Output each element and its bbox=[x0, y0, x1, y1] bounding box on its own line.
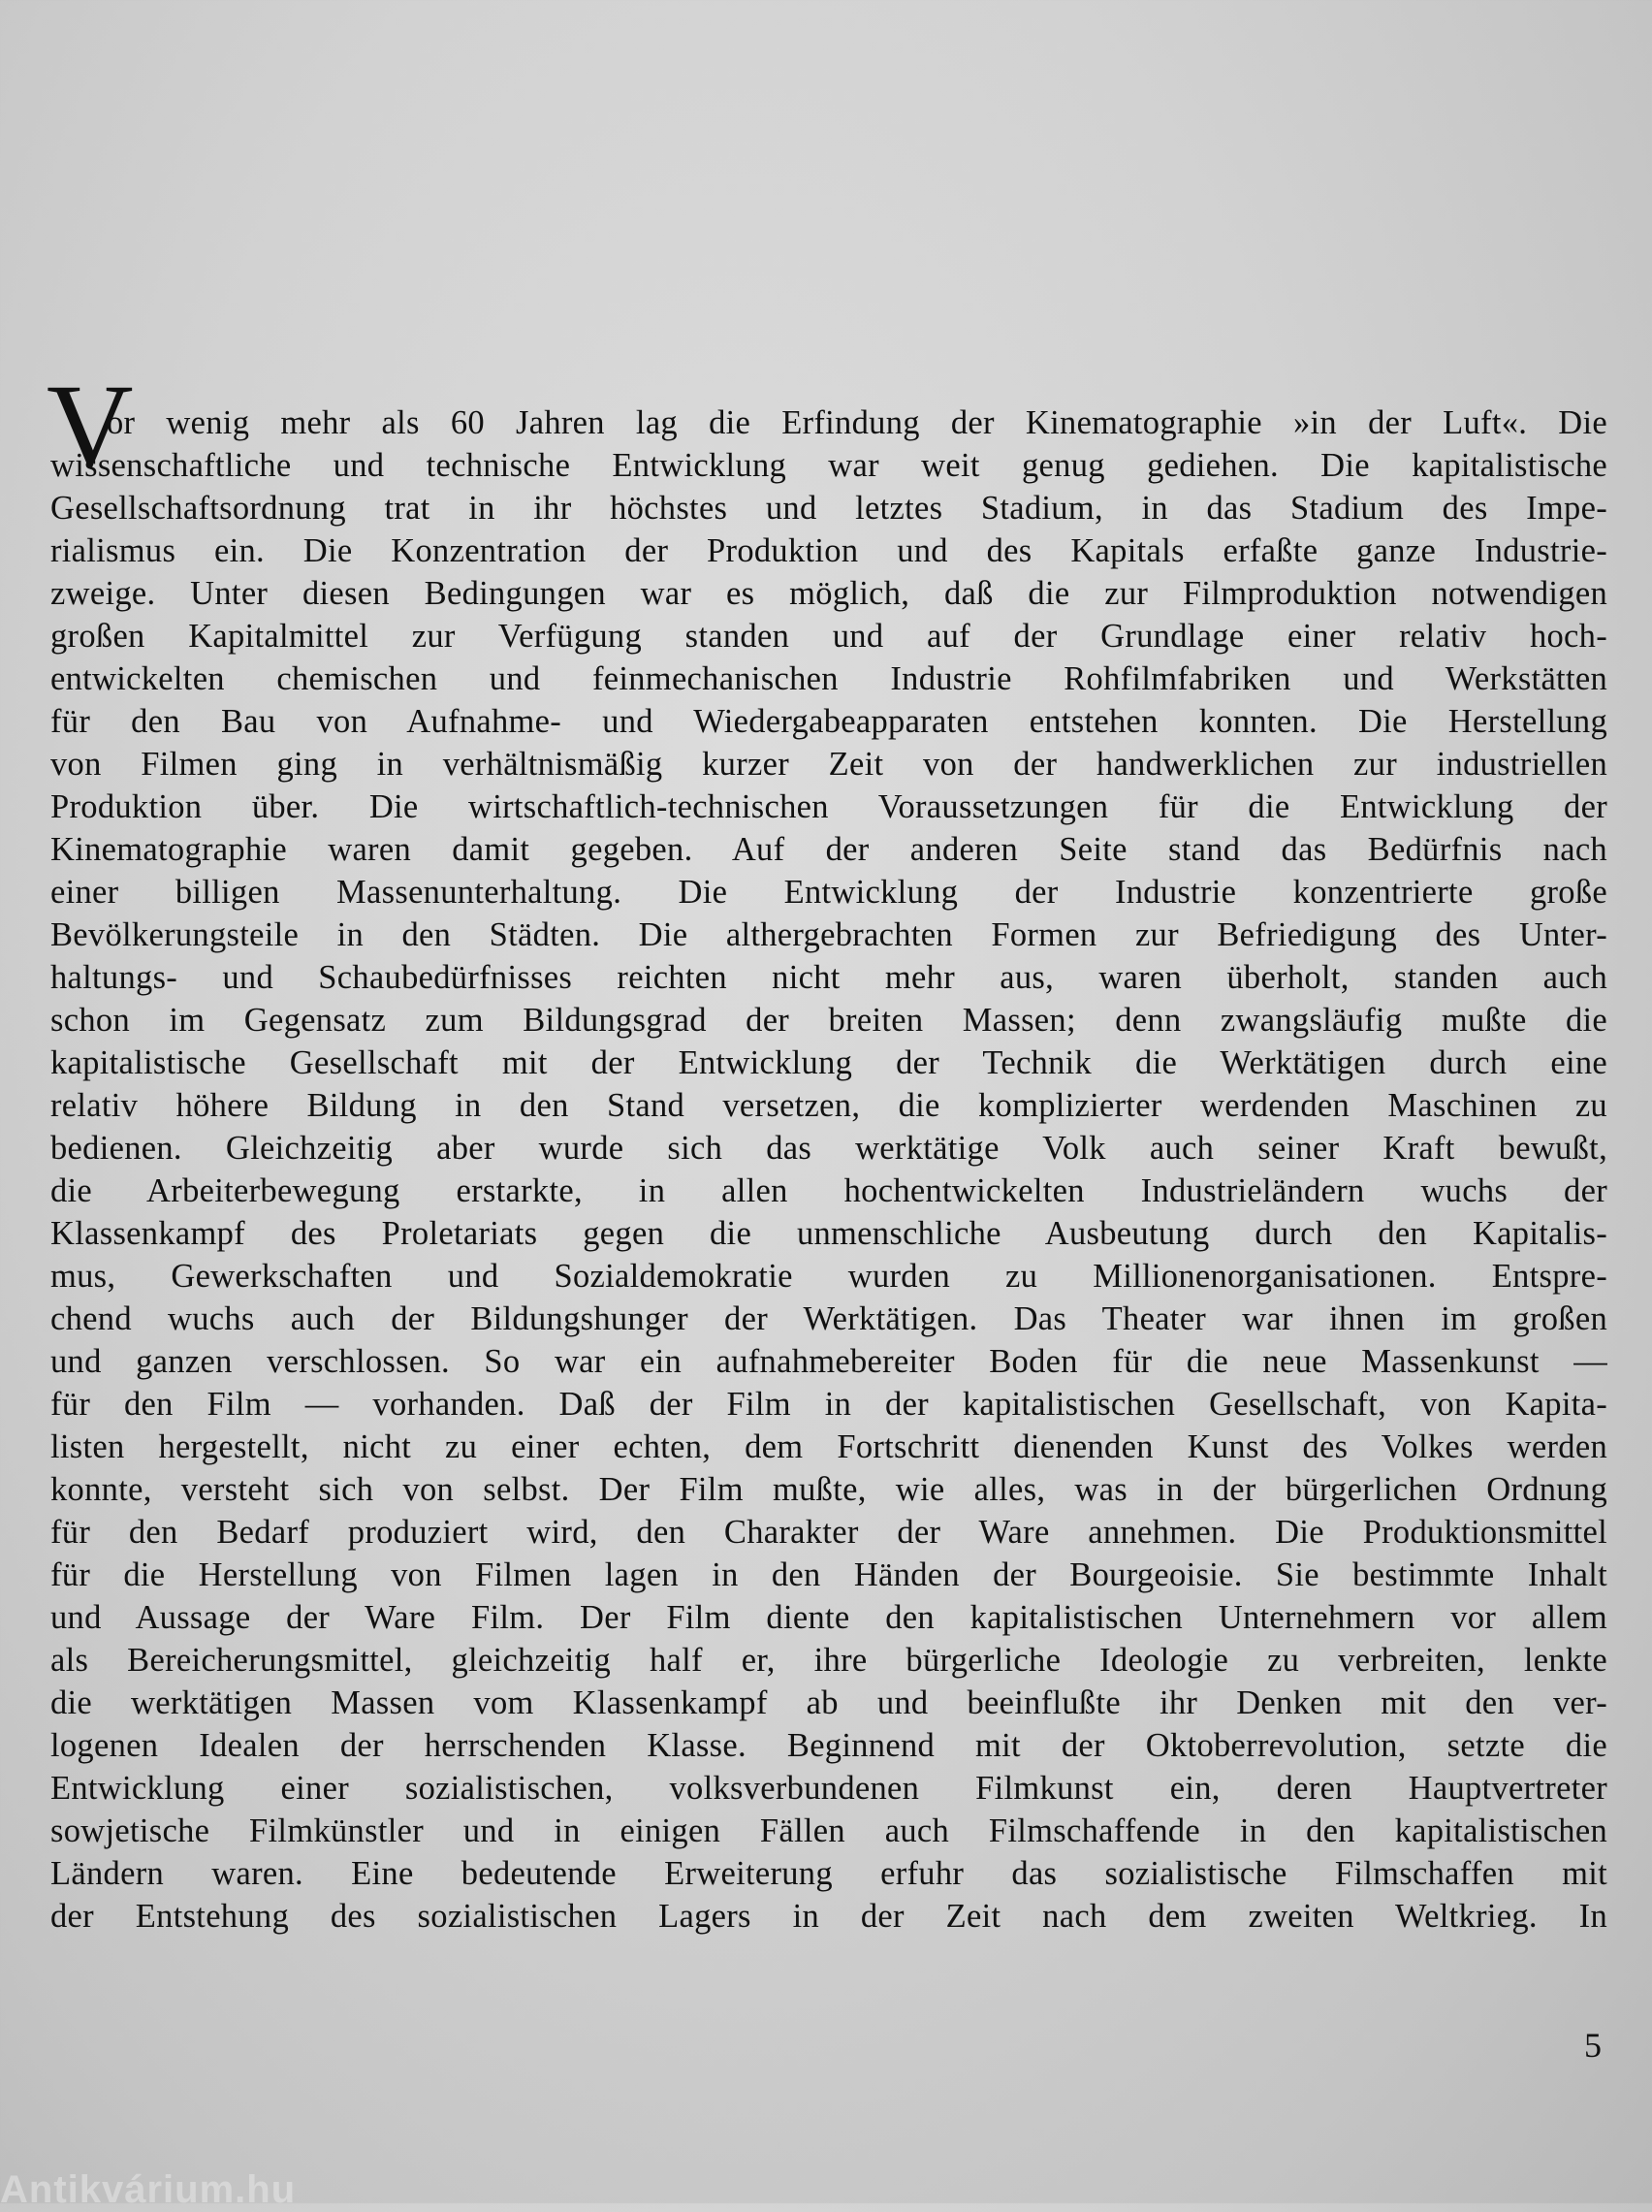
text-line: listen hergestellt, nicht zu einer echten, dem Fortschritt dienenden Kunst des Volkes werden bbox=[50, 1428, 1607, 1465]
text-line: und Aussage der Ware Film. Der Film diente den kapitalistischen Unternehmern vor allem bbox=[50, 1599, 1607, 1636]
text-line: für den Bedarf produziert wird, den Charakter der Ware annehmen. Die Produktionsmittel bbox=[50, 1514, 1607, 1551]
text-line: als Bereicherungsmittel, gleichzeitig half er, ihre bürgerliche Ideologie zu verbreiten, lenkte bbox=[50, 1642, 1607, 1679]
text-line: einer billigen Massenunterhaltung. Die Entwicklung der Industrie konzentrierte große bbox=[50, 874, 1607, 911]
text-line: Gesellschaftsordnung trat in ihr höchstes und letztes Stadium, in das Stadium des Impe- bbox=[50, 490, 1607, 527]
text-line: schon im Gegensatz zum Bildungsgrad der breiten Massen; denn zwangsläufig mußte die bbox=[50, 1002, 1607, 1039]
text-line: für den Film — vorhanden. Daß der Film in der kapitalistischen Gesellschaft, von Kapita- bbox=[50, 1386, 1607, 1423]
text-line: konnte, versteht sich von selbst. Der Film mußte, wie alles, was in der bürgerlichen Ordnung bbox=[50, 1471, 1607, 1508]
text-line: mus, Gewerkschaften und Sozialdemokratie wurden zu Millionenorganisationen. Entspre- bbox=[50, 1258, 1607, 1295]
text-line: die werktätigen Massen vom Klassenkampf ab und beeinflußte ihr Denken mit den ver- bbox=[50, 1684, 1607, 1721]
text-line: entwickelten chemischen und feinmechanischen Industrie Rohfilmfabriken und Werkstätten bbox=[50, 660, 1607, 697]
text-line: rialismus ein. Die Konzentration der Produktion und des Kapitals erfaßte ganze Industrie- bbox=[50, 532, 1607, 569]
drop-cap: V bbox=[47, 360, 134, 493]
text-line: Klassenkampf des Proletariats gegen die unmenschliche Ausbeutung durch den Kapitalis- bbox=[50, 1215, 1607, 1252]
text-line: logenen Idealen der herrschenden Klasse. Beginnend mit der Oktoberrevolution, setzte die bbox=[50, 1727, 1607, 1764]
text-line: sowjetische Filmkünstler und in einigen Fällen auch Filmschaffende in den kapitalistischen bbox=[50, 1812, 1607, 1849]
text-line: chend wuchs auch der Bildungshunger der Werktätigen. Das Theater war ihnen im großen bbox=[50, 1300, 1607, 1337]
text-line: die Arbeiterbewegung erstarkte, in allen hochentwickelten Industrieländern wuchs der bbox=[50, 1172, 1607, 1209]
text-line: Kinematographie waren damit gegeben. Auf der anderen Seite stand das Bedürfnis nach bbox=[50, 831, 1607, 868]
text-line: der Entstehung des sozialistischen Lagers in der Zeit nach dem zweiten Weltkrieg. In bbox=[50, 1898, 1607, 1935]
text-line: Entwicklung einer sozialistischen, volksverbundenen Filmkunst ein, deren Hauptvertreter bbox=[50, 1770, 1607, 1807]
text-line: von Filmen ging in verhältnismäßig kurzer Zeit von der handwerklichen zur industriellen bbox=[50, 746, 1607, 783]
text-line: wissenschaftliche und technische Entwicklung war weit genug gediehen. Die kapitalistische bbox=[50, 447, 1607, 484]
page-number: 5 bbox=[1584, 2026, 1602, 2065]
text-line: bedienen. Gleichzeitig aber wurde sich das werktätige Volk auch seiner Kraft bewußt, bbox=[50, 1130, 1607, 1167]
text-line: Ländern waren. Eine bedeutende Erweiterung erfuhr das sozialistische Filmschaffen mit bbox=[50, 1855, 1607, 1892]
text-line: kapitalistische Gesellschaft mit der Entwicklung der Technik die Werktätigen durch eine bbox=[50, 1044, 1607, 1081]
text-line: relativ höhere Bildung in den Stand versetzen, die komplizierter werdenden Maschinen zu bbox=[50, 1087, 1607, 1124]
text-line: or wenig mehr als 60 Jahren lag die Erfindung der Kinematographie »in der Luft«. Die bbox=[107, 404, 1607, 441]
body-text bbox=[47, 360, 1607, 1938]
text-line: Bevölkerungsteile in den Städten. Die althergebrachten Formen zur Befriedigung des Unter- bbox=[50, 916, 1607, 953]
text-line: großen Kapitalmittel zur Verfügung standen und auf der Grundlage einer relativ hoch- bbox=[50, 618, 1607, 655]
text-line: für den Bau von Aufnahme- und Wiedergabeapparaten entstehen konnten. Die Herstellung bbox=[50, 703, 1607, 740]
text-line: zweige. Unter diesen Bedingungen war es möglich, daß die zur Filmproduktion notwendigen bbox=[50, 575, 1607, 612]
text-line: und ganzen verschlossen. So war ein aufnahmebereiter Boden für die neue Massenkunst — bbox=[50, 1343, 1607, 1380]
text-line: haltungs- und Schaubedürfnisses reichten nicht mehr aus, waren überholt, standen auch bbox=[50, 959, 1607, 996]
text-line: für die Herstellung von Filmen lagen in den Händen der Bourgeoisie. Sie bestimmte Inhalt bbox=[50, 1556, 1607, 1593]
watermark: Antikvárium.hu bbox=[0, 2168, 297, 2211]
text-line: Produktion über. Die wirtschaftlich-technischen Voraussetzungen für die Entwicklung der bbox=[50, 788, 1607, 825]
